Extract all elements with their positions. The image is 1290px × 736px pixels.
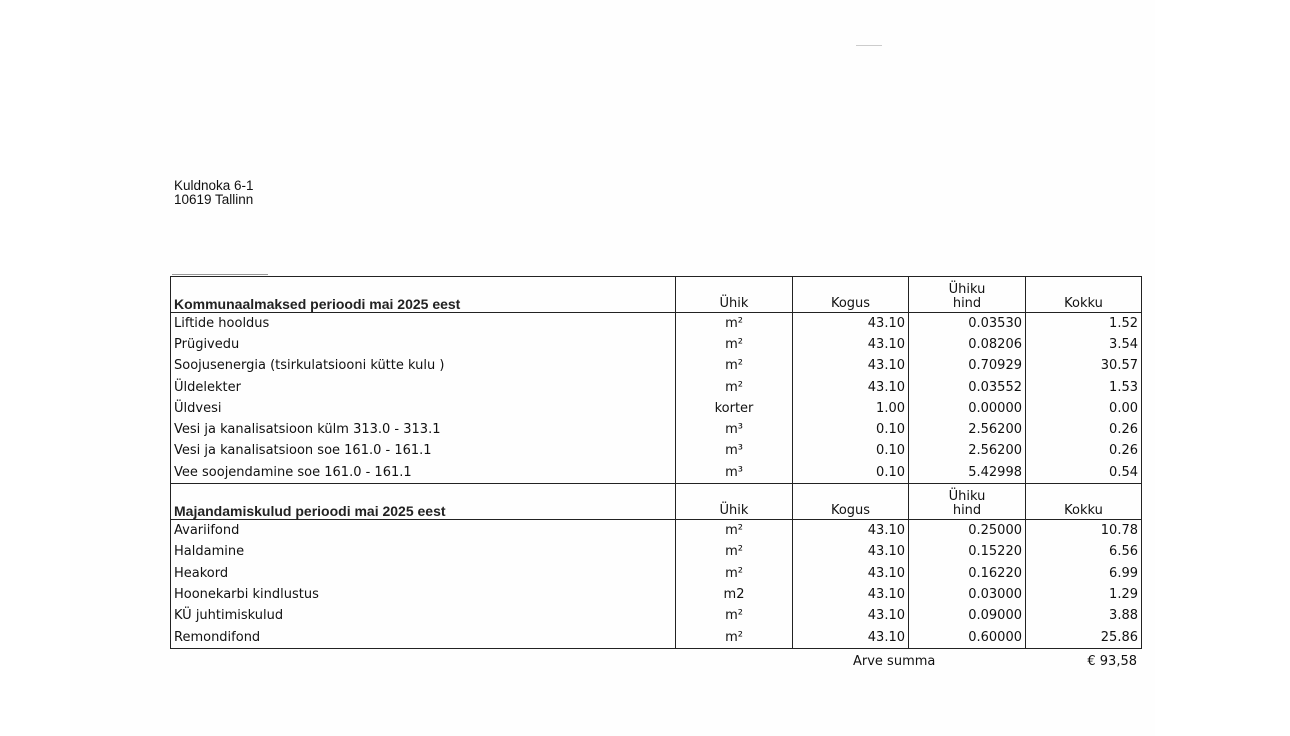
maintenance-section bbox=[171, 484, 1142, 649]
unit-price-cell: 0.00000 bbox=[909, 398, 1026, 419]
table-row bbox=[171, 334, 1142, 355]
unit-price-cell: 0.60000 bbox=[909, 627, 1026, 649]
col-price-header-line2: hind bbox=[952, 296, 982, 311]
unit-price-cell: 0.15220 bbox=[909, 542, 1026, 563]
col-total-header: Kokku bbox=[1026, 484, 1142, 520]
col-unit-header: Ühik bbox=[676, 277, 793, 313]
item-name-cell: Üldvesi bbox=[171, 398, 676, 419]
maintenance-header-row bbox=[171, 484, 1142, 520]
item-name-cell: Üldelekter bbox=[171, 377, 676, 398]
utilities-header-row bbox=[171, 277, 1142, 313]
line-total-cell: 0.54 bbox=[1026, 462, 1142, 484]
item-name-cell: Haldamine bbox=[171, 542, 676, 563]
invoice-total-label: Arve summa bbox=[853, 654, 936, 669]
unit-cell: m³ bbox=[676, 419, 793, 440]
unit-price-cell: 0.25000 bbox=[909, 520, 1026, 542]
table-row bbox=[171, 462, 1142, 484]
col-price-header-line1: Ühiku bbox=[948, 489, 986, 505]
table-row bbox=[171, 356, 1142, 377]
quantity-cell: 43.10 bbox=[793, 627, 909, 649]
quantity-cell: 1.00 bbox=[793, 398, 909, 419]
invoice-total-value: € 93,58 bbox=[1087, 654, 1137, 669]
quantity-cell: 43.10 bbox=[793, 584, 909, 605]
line-total-cell: 10.78 bbox=[1026, 520, 1142, 542]
quantity-cell: 0.10 bbox=[793, 419, 909, 440]
col-qty-header: Kogus bbox=[793, 277, 909, 313]
unit-cell: m² bbox=[676, 356, 793, 377]
unit-price-cell: 0.16220 bbox=[909, 563, 1026, 584]
line-total-cell: 3.88 bbox=[1026, 606, 1142, 627]
unit-cell: m2 bbox=[676, 584, 793, 605]
utilities-section bbox=[171, 277, 1142, 484]
unit-cell: m² bbox=[676, 542, 793, 563]
quantity-cell: 43.10 bbox=[793, 356, 909, 377]
scan-artifact bbox=[856, 45, 882, 46]
address-street: Kuldnoka 6-1 bbox=[174, 178, 254, 193]
scan-artifact bbox=[172, 274, 268, 275]
col-price-header-line1: Ühiku bbox=[948, 282, 986, 297]
unit-price-cell: 0.09000 bbox=[909, 606, 1026, 627]
unit-cell: korter bbox=[676, 398, 793, 419]
table-row bbox=[171, 419, 1142, 440]
item-name-cell: Soojusenergia (tsirkulatsiooni kütte kulu ) bbox=[171, 356, 676, 377]
unit-cell: m³ bbox=[676, 441, 793, 462]
col-unit-header: Ühik bbox=[676, 484, 793, 520]
item-name-cell: Liftide hooldus bbox=[171, 313, 676, 335]
unit-cell: m² bbox=[676, 627, 793, 649]
col-total-header: Kokku bbox=[1026, 277, 1142, 313]
item-name-cell: Avariifond bbox=[171, 520, 676, 542]
unit-cell: m³ bbox=[676, 462, 793, 484]
table-row bbox=[171, 627, 1142, 649]
unit-price-cell: 0.03000 bbox=[909, 584, 1026, 605]
unit-price-cell: 2.56200 bbox=[909, 419, 1026, 440]
col-price-header-line2: hind bbox=[952, 503, 982, 519]
table-row bbox=[171, 584, 1142, 605]
line-total-cell: 30.57 bbox=[1026, 356, 1142, 377]
unit-cell: m² bbox=[676, 313, 793, 335]
unit-price-cell: 2.56200 bbox=[909, 441, 1026, 462]
line-total-cell: 0.26 bbox=[1026, 441, 1142, 462]
item-name-cell: Hoonekarbi kindlustus bbox=[171, 584, 676, 605]
line-total-cell: 1.52 bbox=[1026, 313, 1142, 335]
table-row bbox=[171, 441, 1142, 462]
unit-cell: m² bbox=[676, 334, 793, 355]
table-row bbox=[171, 606, 1142, 627]
line-total-cell: 6.99 bbox=[1026, 563, 1142, 584]
unit-cell: m² bbox=[676, 377, 793, 398]
quantity-cell: 43.10 bbox=[793, 334, 909, 355]
unit-price-cell: 0.08206 bbox=[909, 334, 1026, 355]
quantity-cell: 43.10 bbox=[793, 542, 909, 563]
line-total-cell: 0.26 bbox=[1026, 419, 1142, 440]
quantity-cell: 43.10 bbox=[793, 606, 909, 627]
unit-cell: m² bbox=[676, 563, 793, 584]
quantity-cell: 0.10 bbox=[793, 441, 909, 462]
bill-table bbox=[170, 276, 1142, 649]
line-total-cell: 1.29 bbox=[1026, 584, 1142, 605]
item-name-cell: Vesi ja kanalisatsioon külm 313.0 - 313.1 bbox=[171, 419, 676, 440]
line-total-cell: 1.53 bbox=[1026, 377, 1142, 398]
quantity-cell: 43.10 bbox=[793, 377, 909, 398]
col-price-header bbox=[909, 277, 1026, 313]
item-name-cell: Heakord bbox=[171, 563, 676, 584]
table-row bbox=[171, 313, 1142, 335]
unit-price-cell: 5.42998 bbox=[909, 462, 1026, 484]
item-name-cell: Vee soojendamine soe 161.0 - 161.1 bbox=[171, 462, 676, 484]
unit-cell: m² bbox=[676, 606, 793, 627]
unit-price-cell: 0.03552 bbox=[909, 377, 1026, 398]
item-name-cell: Remondifond bbox=[171, 627, 676, 649]
line-total-cell: 25.86 bbox=[1026, 627, 1142, 649]
item-name-cell: KÜ juhtimiskulud bbox=[171, 606, 676, 627]
line-total-cell: 3.54 bbox=[1026, 334, 1142, 355]
address-city: 10619 Tallinn bbox=[174, 192, 254, 207]
item-name-cell: Prügivedu bbox=[171, 334, 676, 355]
utilities-title: Kommunaalmaksed perioodi mai 2025 eest bbox=[171, 277, 676, 313]
unit-price-cell: 0.70929 bbox=[909, 356, 1026, 377]
table-row bbox=[171, 563, 1142, 584]
quantity-cell: 0.10 bbox=[793, 462, 909, 484]
line-total-cell: 6.56 bbox=[1026, 542, 1142, 563]
col-qty-header: Kogus bbox=[793, 484, 909, 520]
unit-cell: m² bbox=[676, 520, 793, 542]
unit-price-cell: 0.03530 bbox=[909, 313, 1026, 335]
quantity-cell: 43.10 bbox=[793, 313, 909, 335]
table-row bbox=[171, 377, 1142, 398]
table-row bbox=[171, 542, 1142, 563]
table-row bbox=[171, 520, 1142, 542]
col-price-header bbox=[909, 484, 1026, 520]
recipient-address bbox=[174, 179, 254, 207]
maintenance-title: Majandamiskulud perioodi mai 2025 eest bbox=[171, 484, 676, 520]
quantity-cell: 43.10 bbox=[793, 563, 909, 584]
table-row bbox=[171, 398, 1142, 419]
line-total-cell: 0.00 bbox=[1026, 398, 1142, 419]
item-name-cell: Vesi ja kanalisatsioon soe 161.0 - 161.1 bbox=[171, 441, 676, 462]
quantity-cell: 43.10 bbox=[793, 520, 909, 542]
